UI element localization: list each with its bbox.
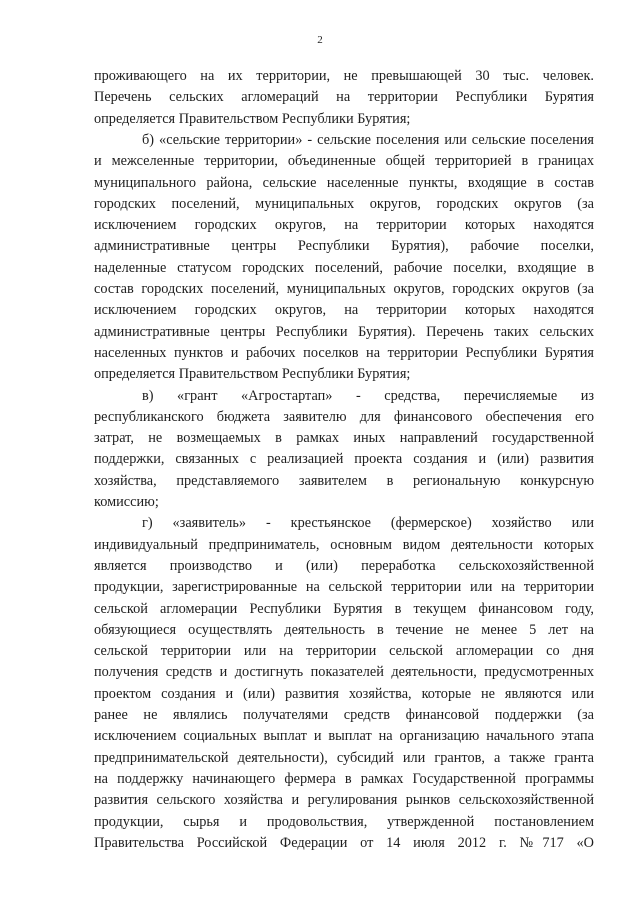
text-line: продукции, сырья и продовольствия, утвержденной постановлением	[94, 813, 594, 830]
text-line: населенных пунктов и рабочих поселков на территории Республики Бурятия	[94, 344, 594, 361]
page-number: 2	[317, 34, 323, 46]
text-line: г) «заявитель» - крестьянское (фермерское) хозяйство или	[142, 515, 594, 532]
text-line: муниципального района, сельские населенные пункты, входящие в состав	[94, 174, 594, 191]
text-line: Перечень сельских агломераций на территории Республики Бурятия	[94, 89, 594, 106]
text-line: Правительства Российской Федерации от 14 июля 2012 г. №717 «О	[94, 834, 594, 851]
text-line: предпринимательской деятельности), субсидий или грантов, а также гранта	[94, 749, 594, 766]
text-line: ранее не являлись получателями средств финансовой поддержки (за	[94, 707, 594, 723]
text-line: административные центры Республики Бурятия). Перечень таких сельских	[94, 323, 594, 340]
text-line: определяется Правительством Республики Бурятия;	[94, 366, 411, 383]
text-line: проживающего на их территории, не превышающей 30 тыс. человек.	[94, 68, 594, 84]
text-line: продукции, зарегистрированные на сельской территории или на территории	[94, 579, 594, 596]
text-line: определяется Правительством Республики Бурятия;	[94, 110, 411, 127]
text-line: административные центры Республики Бурятия), рабочие поселки,	[94, 238, 594, 255]
text-line: б) «сельские территории» - сельские поселения или сельские поселения	[142, 131, 594, 148]
text-line: и межселенные территории, объединенные общей территорией в границах	[94, 153, 594, 170]
text-line: исключением городских округов, на территории которых находятся	[94, 217, 594, 234]
text-line: состав городских поселений, муниципальных округов, городских округов (за	[94, 281, 594, 297]
text-line: городских поселений, муниципальных округов, городских округов (за	[94, 195, 594, 212]
text-line: сельской агломерации Республики Бурятия в текущем финансовом году,	[94, 600, 594, 617]
text-line: в) «грант «Агростартап» - средства, перечисляемые из	[142, 387, 594, 404]
text-line: республиканского бюджета заявителю для финансового обеспечения его	[94, 408, 594, 425]
text-line: комиссию;	[94, 494, 159, 510]
text-line: исключением городских округов, на территории которых находятся	[94, 302, 594, 319]
text-line: индивидуальный предприниматель, основным видом деятельности которых	[94, 536, 594, 553]
text-line: исключением социальных выплат и выплат на организацию начального этапа	[94, 728, 594, 745]
text-line: сельской территории или на территории сельской агломерации со дня	[94, 643, 594, 660]
text-line: затрат, не возмещаемых в рамках иных направлений государственной	[94, 430, 594, 447]
text-line: развития сельского хозяйства и регулирования рынков сельскохозяйственной	[94, 792, 594, 809]
text-line: наделенные статусом городских поселений, рабочие поселки, входящие в	[94, 259, 594, 276]
text-line: проектом создания и (или) развития хозяйства, которые не являются или	[94, 685, 594, 702]
text-line: обязующиеся осуществлять деятельность в течение не менее 5 лет на	[94, 621, 594, 638]
text-line: получения средств и достигнуть показателей деятельности, предусмотренных	[94, 664, 594, 681]
text-line: поддержки, связанных с реализацией проекта создания и (или) развития	[94, 451, 594, 468]
text-line: является производство и (или) переработка сельскохозяйственной	[94, 557, 594, 574]
text-line: на поддержку начинающего фермера в рамках Государственной программы	[94, 770, 594, 787]
text-line: хозяйства, представляемого заявителем в региональную конкурсную	[94, 472, 594, 489]
